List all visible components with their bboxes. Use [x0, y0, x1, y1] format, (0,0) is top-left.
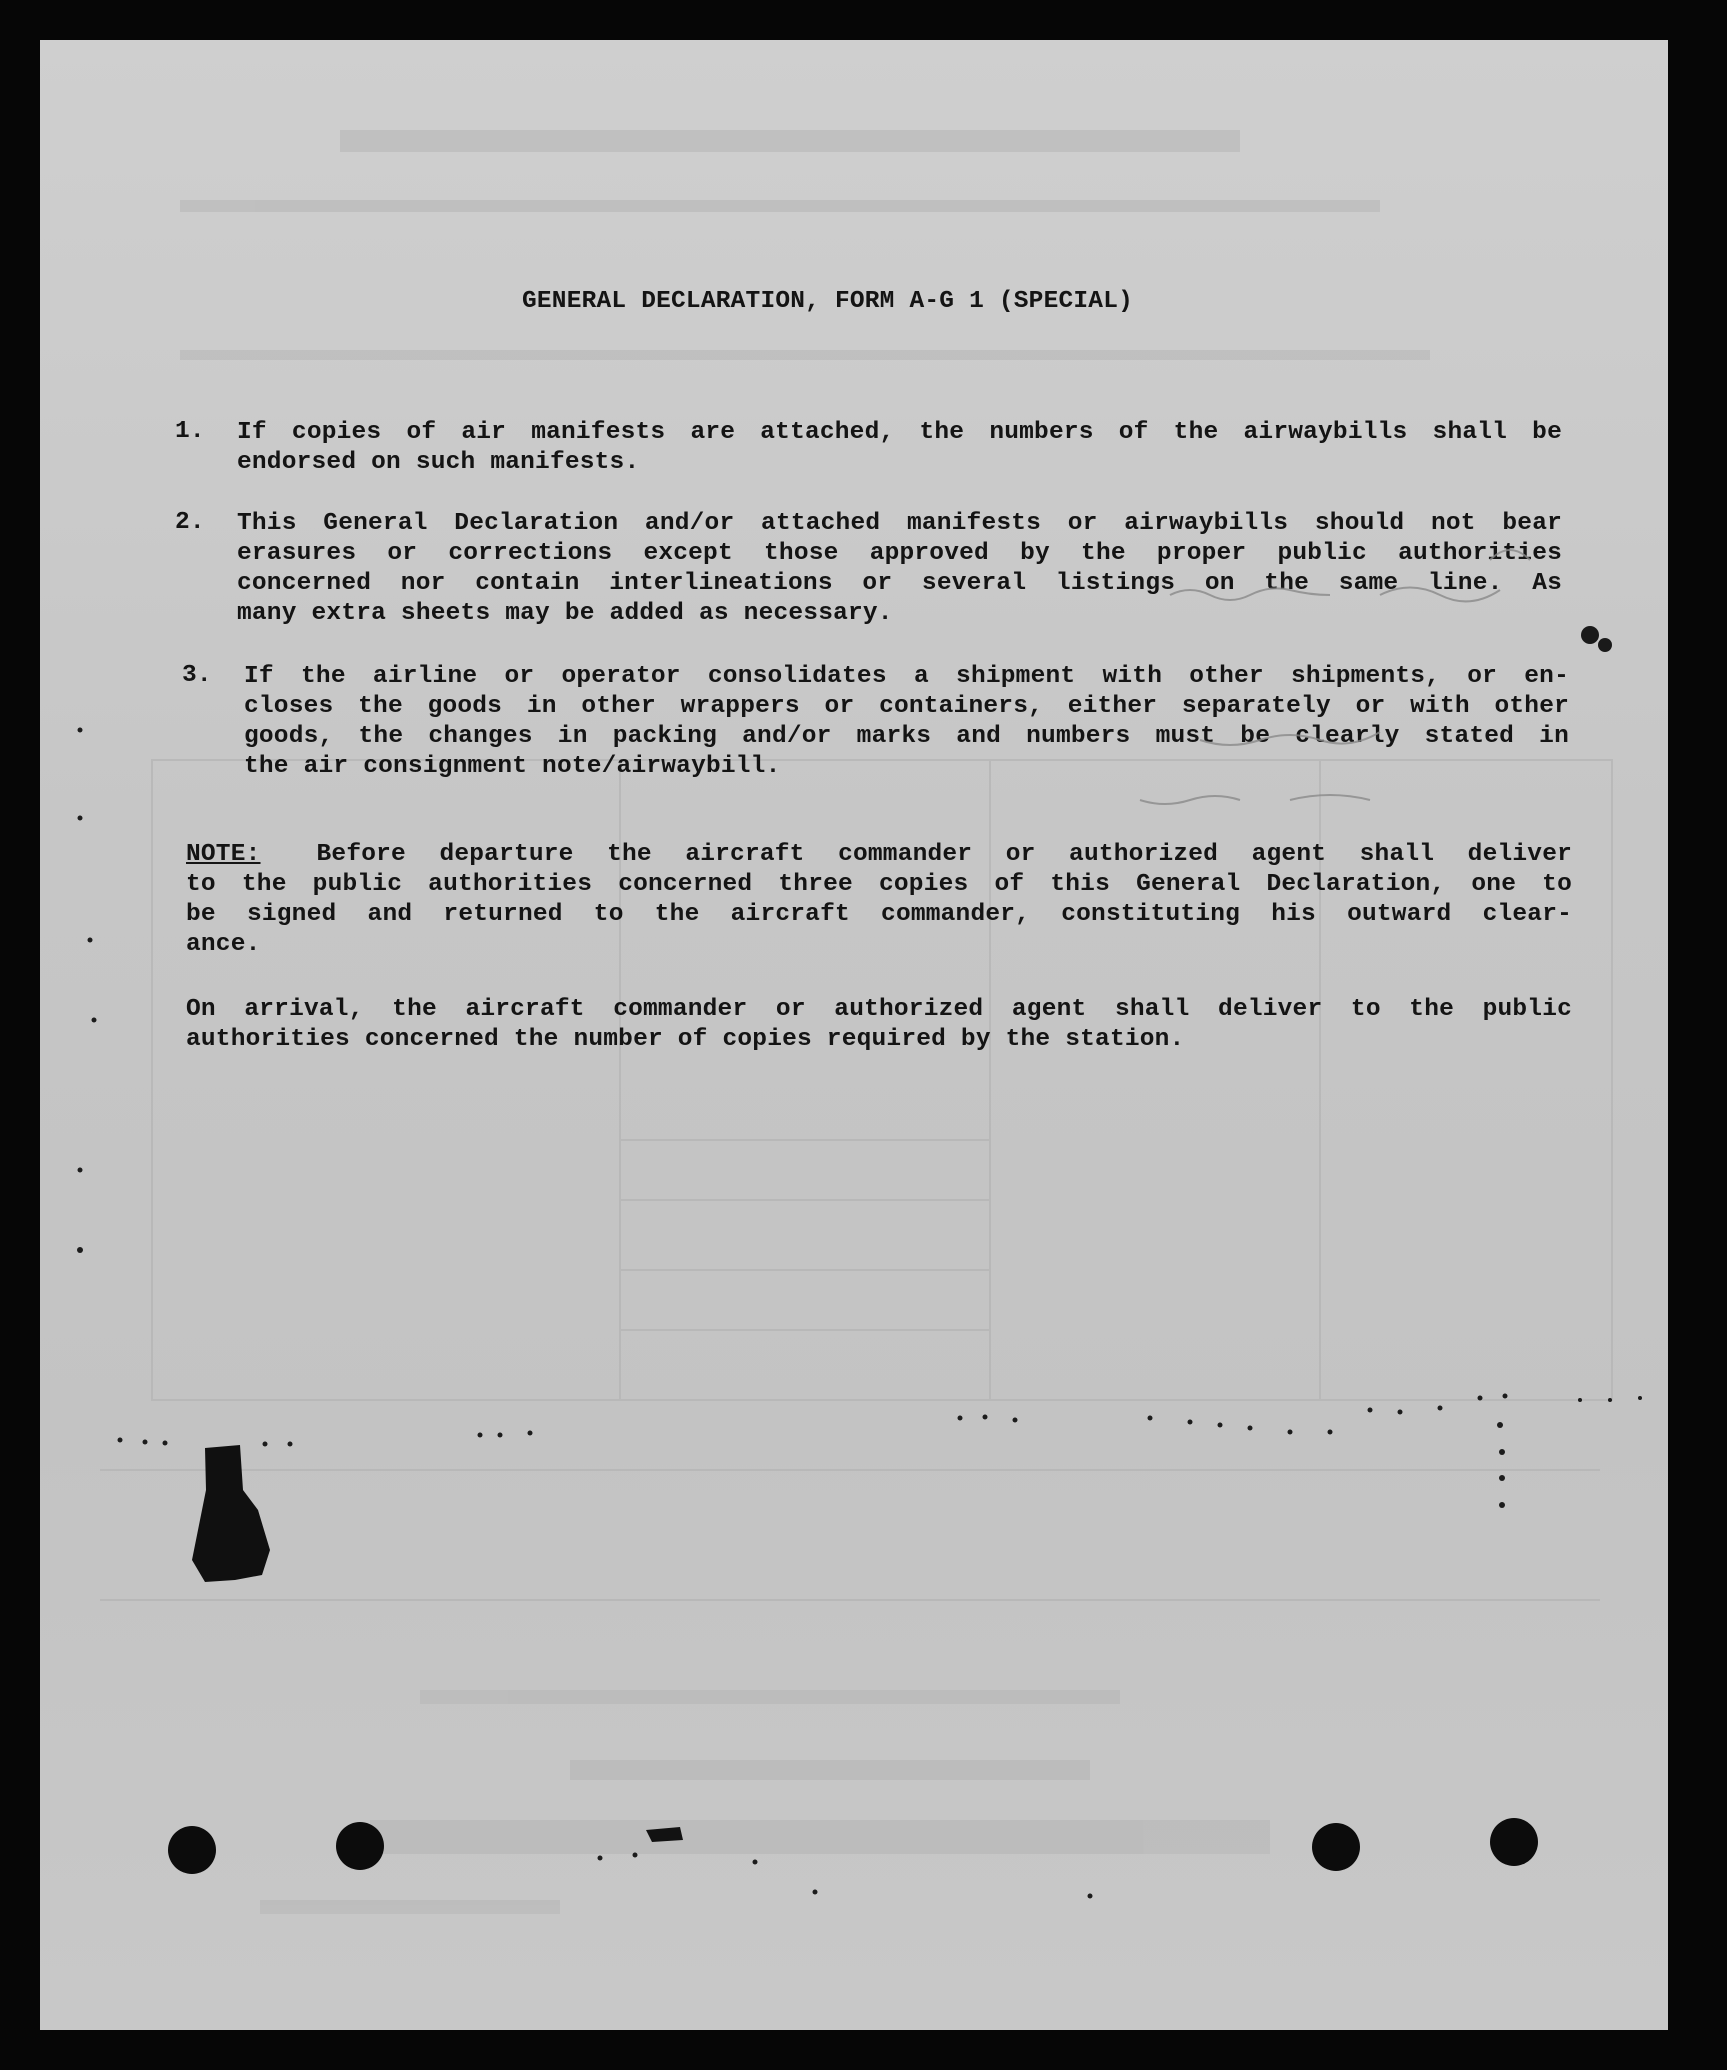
- text-line: closes the goods in other wrappers or containers, either separately or with other: [244, 693, 1569, 720]
- text-line: If the airline or operator consolidates a shipment with other shipments, or en-: [244, 663, 1569, 690]
- item-text: [237, 418, 1562, 478]
- text-line: goods, the changes in packing and/or marks and numbers must be clearly stated in: [244, 723, 1569, 750]
- item-text: [244, 662, 1569, 782]
- note-label: NOTE:: [186, 841, 261, 868]
- text-line: be signed and returned to the aircraft commander, constituting his outward clear-: [186, 901, 1572, 928]
- text-line: many extra sheets may be added as necessary.: [237, 600, 893, 627]
- text-line: Before departure the aircraft commander or authorized agent shall deliver: [316, 841, 1572, 868]
- text-line: erasures or corrections except those approved by the proper public authorities: [237, 540, 1562, 567]
- item-text: [237, 509, 1562, 629]
- text-line: to the public authorities concerned three copies of this General Declaration, one to: [186, 871, 1572, 898]
- text-line: endorsed on such manifests.: [237, 449, 640, 476]
- item-number: 1.: [175, 418, 205, 445]
- text-line: the air consignment note/airwaybill.: [244, 753, 781, 780]
- text-line: On arrival, the aircraft commander or authorized agent shall deliver to the public: [186, 996, 1572, 1023]
- text-line: If copies of air manifests are attached, the numbers of the airwaybills shall be: [237, 419, 1562, 446]
- text-line: concerned nor contain interlineations or several listings on the same line. As: [237, 570, 1562, 597]
- note-paragraph: [186, 840, 1572, 960]
- document-sheet: [40, 40, 1668, 2030]
- text-line: authorities concerned the number of copies required by the station.: [186, 1026, 1185, 1053]
- arrival-paragraph: [186, 995, 1572, 1055]
- item-number: 3.: [182, 662, 212, 689]
- note-first-line: [186, 840, 1572, 870]
- text-line: ance.: [186, 931, 261, 958]
- document-title: GENERAL DECLARATION, FORM A-G 1 (SPECIAL): [522, 288, 1133, 315]
- item-number: 2.: [175, 509, 205, 536]
- text-line: This General Declaration and/or attached manifests or airwaybills should not bear: [237, 510, 1562, 537]
